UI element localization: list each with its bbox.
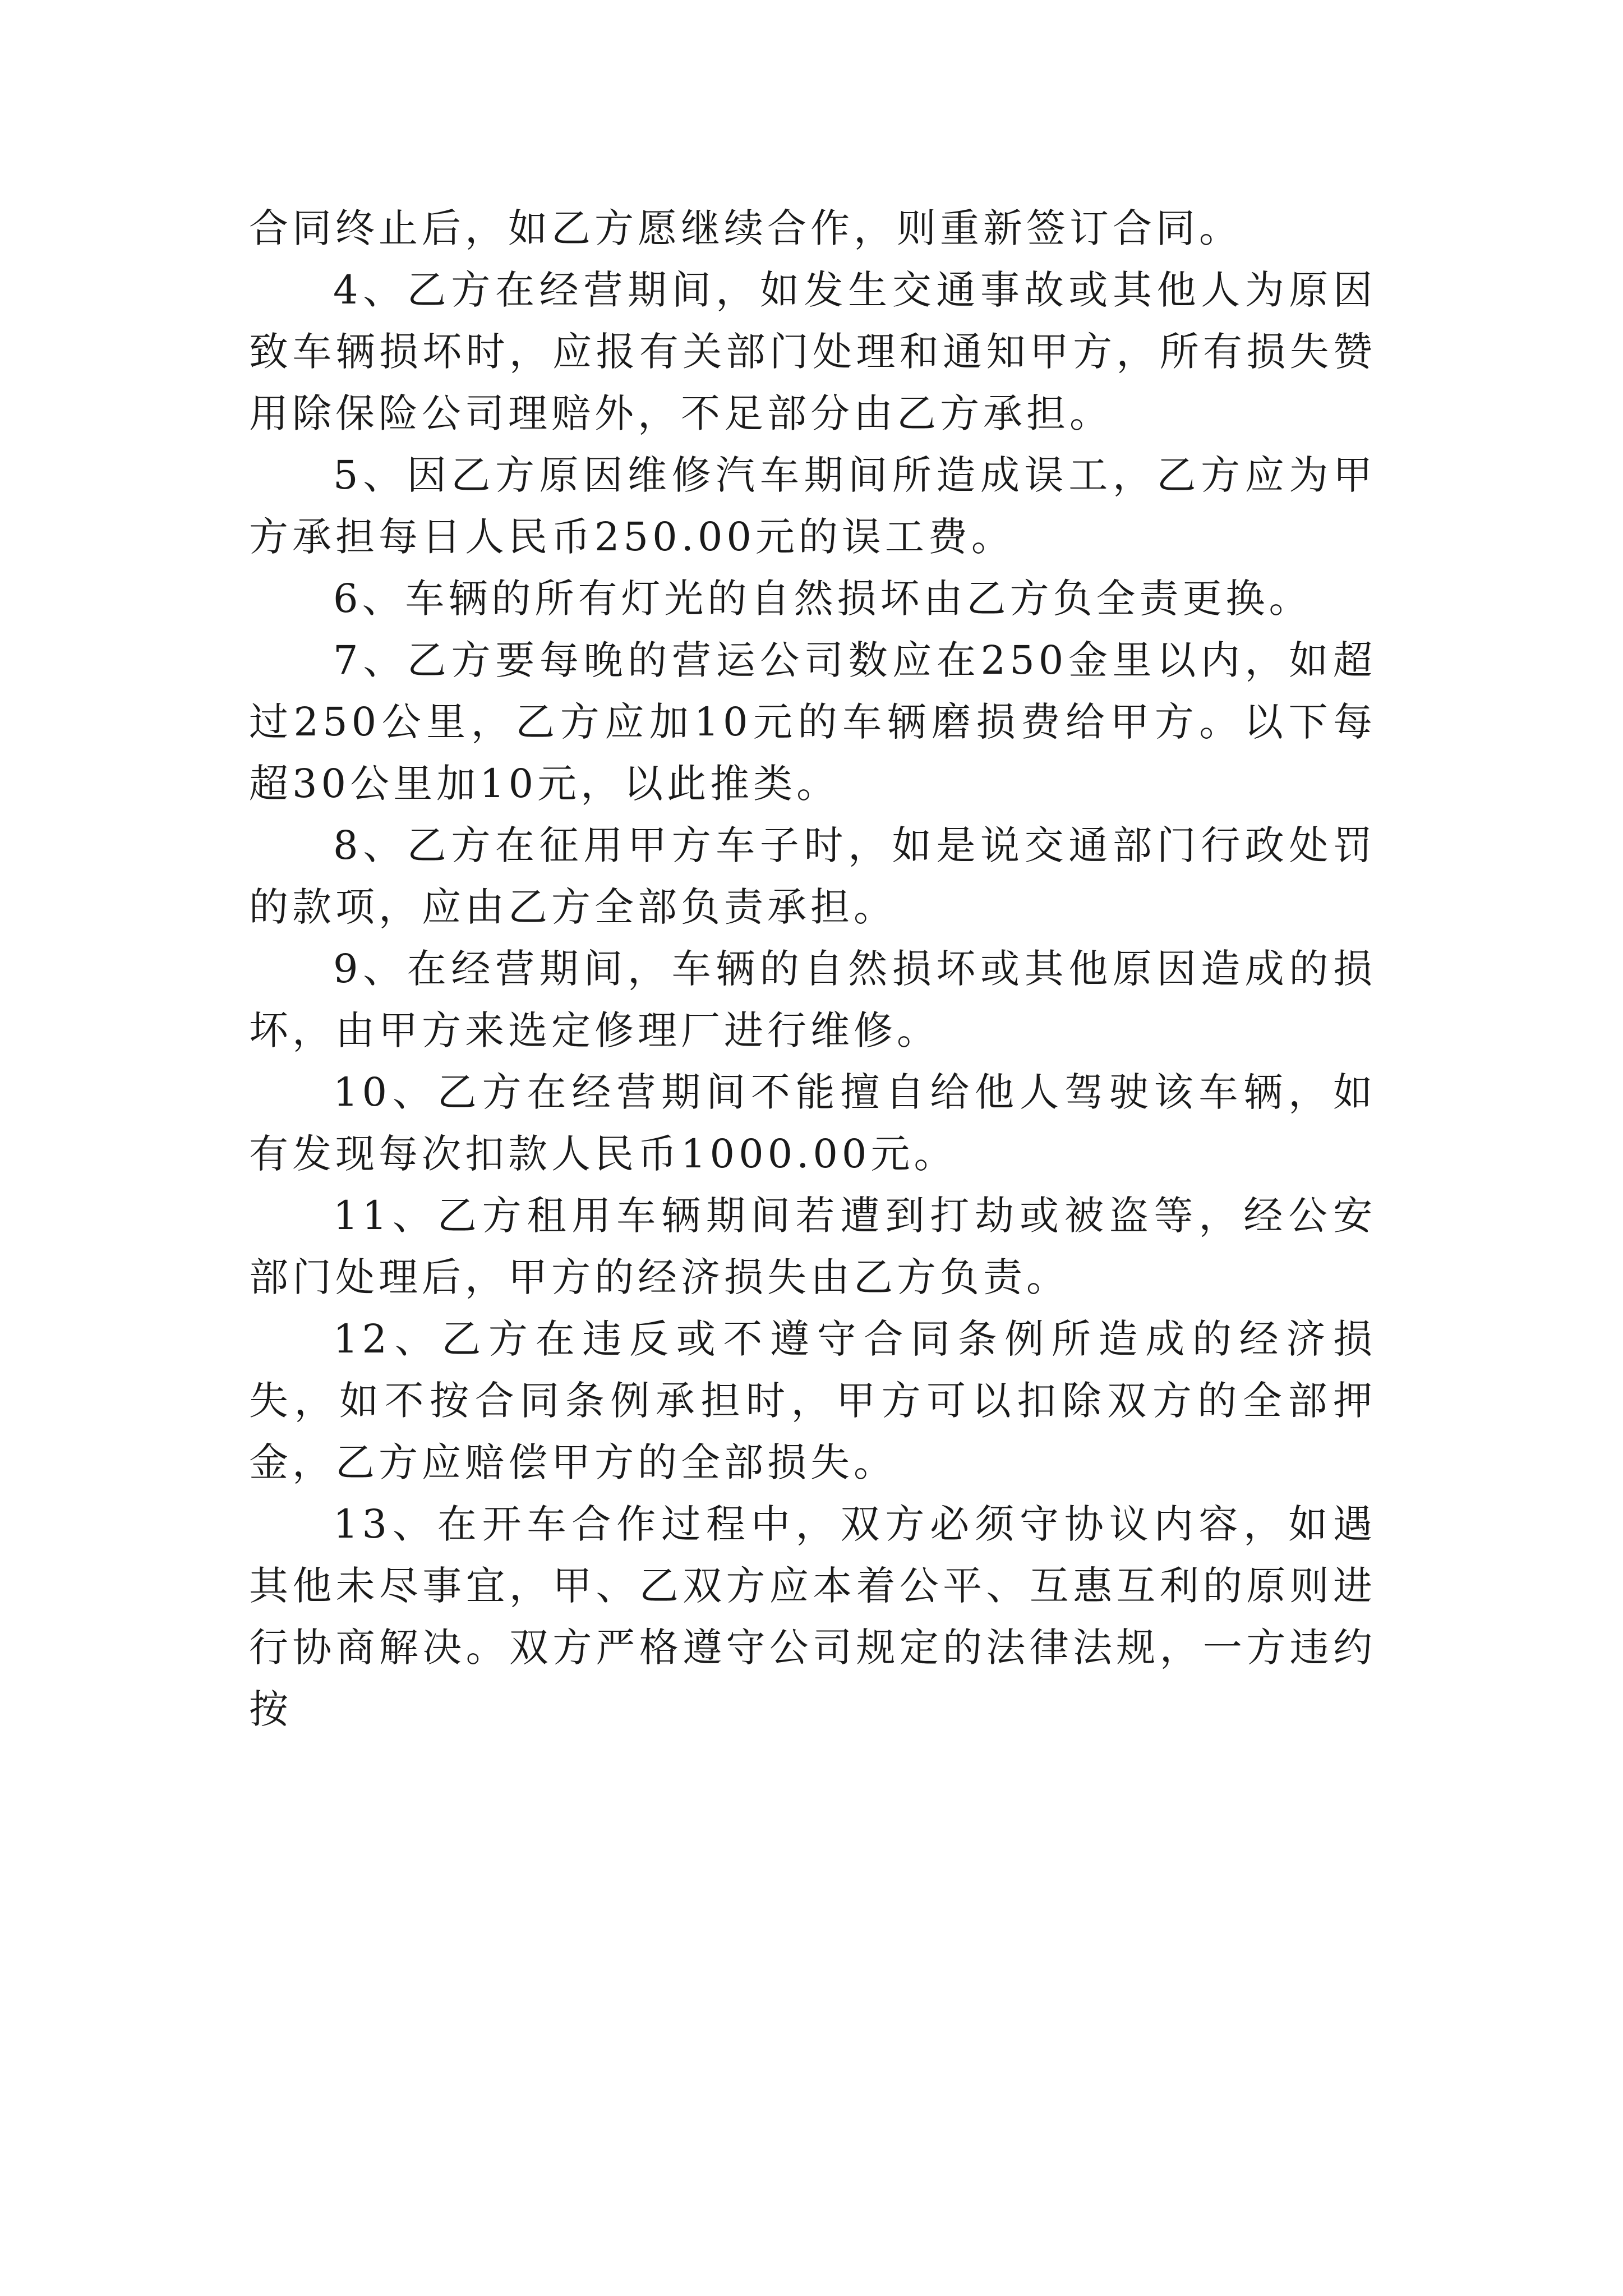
clause-9: 9、在经营期间，车辆的自然损坏或其他原因造成的损坏，由甲方来选定修理厂进行维修。 bbox=[249, 946, 1376, 1053]
clause-5: 5、因乙方原因维修汽车期间所造成误工，乙方应为甲方承担每日人民币250.00元的误工费。 bbox=[249, 452, 1376, 560]
clause-7: 7、乙方要每晚的营运公司数应在250金里以内，如超过250公里，乙方应加10元的车辆磨损费给甲方。以下每超30公里加10元，以此推类。 bbox=[249, 637, 1376, 807]
clause-4: 4、乙方在经营期间，如发生交通事故或其他人为原因致车辆损坏时，应报有关部门处理和通知甲方，所有损失赞用除保险公司理赔外，不足部分由乙方承担。 bbox=[249, 267, 1376, 436]
clause-6: 6、车辆的所有灯光的自然损坏由乙方负全责更换。 bbox=[333, 576, 1312, 622]
document-body bbox=[249, 197, 1376, 1740]
clause-12: 12、乙方在违反或不遵守合同条例所造成的经济损失，如不按合同条例承担时，甲方可以扣除双方的全部押金，乙方应赔偿甲方的全部损失。 bbox=[249, 1316, 1376, 1485]
clause-10: 10、乙方在经营期间不能擅自给他人驾驶该车辆，如有发现每次扣款人民币1000.00元。 bbox=[249, 1069, 1376, 1177]
paragraph-continuation: 合同终止后，如乙方愿继续合作，则重新签订合同。 bbox=[249, 205, 1242, 251]
clause-13: 13、在开车合作过程中，双方必须守协议内容，如遇其他未尽事宜，甲、乙双方应本着公平、互惠互利的原则进行协商解决。双方严格遵守公司规定的法律法规，一方违约按 bbox=[249, 1501, 1376, 1732]
clause-8: 8、乙方在征用甲方车子时，如是说交通部门行政处罚的款项，应由乙方全部负责承担。 bbox=[249, 822, 1376, 930]
clause-11: 11、乙方租用车辆期间若遭到打劫或被盗等，经公安部门处理后，甲方的经济损失由乙方负责。 bbox=[249, 1193, 1376, 1300]
